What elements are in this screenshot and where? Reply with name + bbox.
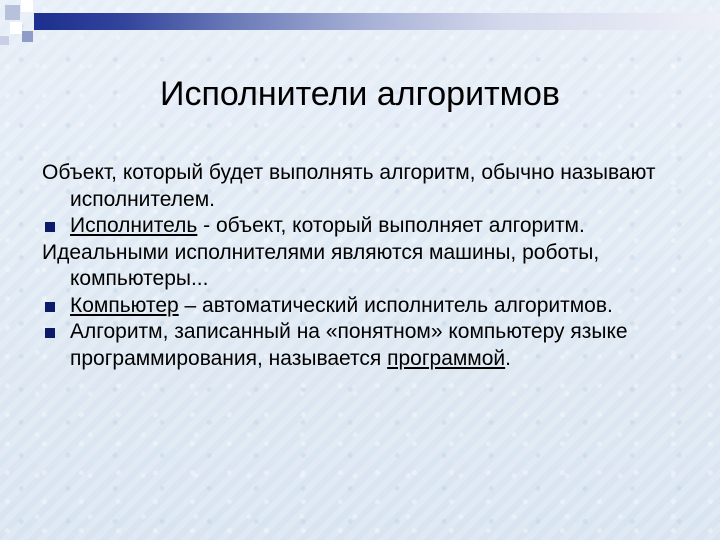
deco-square xyxy=(10,22,22,34)
deco-square xyxy=(0,36,9,45)
bullet-suffix: . xyxy=(505,346,512,370)
bullet-item xyxy=(42,293,692,320)
deco-square xyxy=(5,5,20,20)
bullet-square-icon xyxy=(45,222,55,232)
bullet-item xyxy=(42,213,692,240)
bullet-text: Алгоритм, записанный на «понятном» компьютеру языке программирования, называется xyxy=(70,320,628,370)
paragraph-text: Идеальными исполнителями являются машины, роботы, компьютеры... xyxy=(42,240,600,290)
term-computer: Компьютер xyxy=(70,293,179,317)
slide-content xyxy=(42,160,692,372)
bullet-item xyxy=(42,319,692,372)
term-program: программой xyxy=(387,346,506,370)
paragraph-text: Объект, который будет выполнять алгоритм, обычно называют исполнителем. xyxy=(42,161,656,211)
header-decoration xyxy=(0,0,720,48)
deco-square xyxy=(22,31,33,42)
paragraph xyxy=(42,160,692,213)
paragraph xyxy=(42,240,692,293)
slide-title: Исполнители алгоритмов xyxy=(160,75,560,113)
bullet-square-icon xyxy=(45,328,55,338)
header-bar xyxy=(44,13,720,30)
bullet-text: - объект, который выполняет алгоритм. xyxy=(197,214,585,237)
term-executor: Исполнитель xyxy=(70,214,198,237)
bullet-text: – автоматический исполнитель алгоритмов. xyxy=(178,293,613,317)
deco-square xyxy=(21,0,33,12)
deco-square xyxy=(34,13,44,30)
bullet-square-icon xyxy=(45,302,55,312)
